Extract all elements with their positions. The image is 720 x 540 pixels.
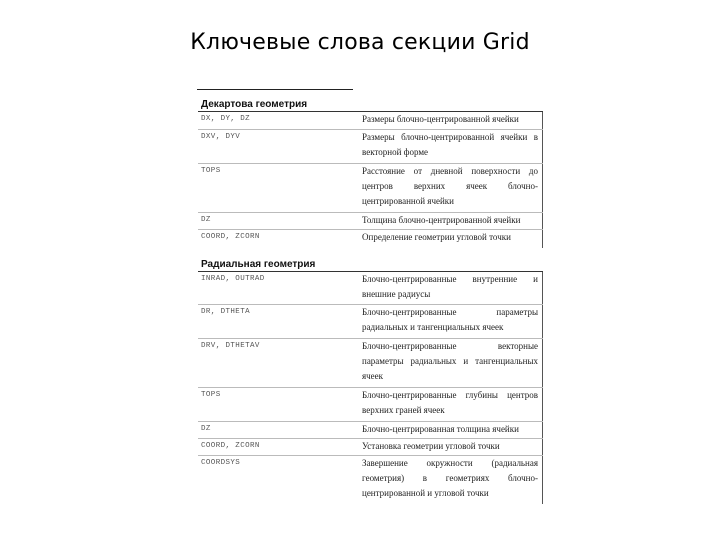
table-row xyxy=(198,112,543,130)
keyword-cell: DZ xyxy=(201,216,211,224)
description-cell: Блочно-центрированные параметры радиальных и тангенциальных ячеек xyxy=(356,305,543,338)
table-row xyxy=(198,230,543,248)
keyword-cell: DX, DY, DZ xyxy=(201,115,251,123)
description-cell: Толщина блочно-центрированной ячейки xyxy=(356,213,543,229)
keyword-cell: COORDSYS xyxy=(201,459,241,467)
table-row xyxy=(198,339,543,388)
keyword-cell: COORD, ZCORN xyxy=(201,233,260,241)
keyword-cell: TOPS xyxy=(201,391,221,399)
description-cell: Блочно-центрированные внутренние и внешние радиусы xyxy=(356,272,543,304)
table-row xyxy=(198,388,543,422)
description-cell: Блочно-центрированные векторные параметры радиальных и тангенциальных ячеек xyxy=(356,339,543,387)
keyword-cell: COORD, ZCORN xyxy=(201,442,260,450)
table-row xyxy=(198,130,543,164)
keyword-cell: TOPS xyxy=(201,167,221,175)
keyword-cell: DZ xyxy=(201,425,211,433)
description-cell: Размеры блочно-центрированной ячейки xyxy=(356,112,543,129)
cartesian-section xyxy=(198,98,543,248)
description-cell: Блочно-центрированная толщина ячейки xyxy=(356,422,543,438)
description-cell: Блочно-центрированные глубины центров верхних граней ячеек xyxy=(356,388,543,421)
keyword-cell: DXV, DYV xyxy=(201,133,241,141)
section-title: Радиальная геометрия xyxy=(198,258,543,272)
top-rule xyxy=(197,89,353,90)
table-row xyxy=(198,305,543,339)
table-row xyxy=(198,456,543,504)
radial-section xyxy=(198,258,543,504)
table-row xyxy=(198,422,543,439)
keyword-cell: DRV, DTHETAV xyxy=(201,342,260,350)
table-row xyxy=(198,439,543,456)
section-title: Декартова геометрия xyxy=(198,98,543,112)
keyword-cell: DR, DTHETA xyxy=(201,308,251,316)
keyword-cell: INRAD, OUTRAD xyxy=(201,275,265,283)
description-cell: Завершение окружности (радиальная геометрия) в геометриях блочно-центрированной и угловой точки xyxy=(356,456,543,504)
table-row xyxy=(198,213,543,230)
table-row xyxy=(198,164,543,213)
description-cell: Размеры блочно-центрированной ячейки в векторной форме xyxy=(356,130,543,163)
table-row xyxy=(198,272,543,305)
description-cell: Определение геометрии угловой точки xyxy=(356,230,543,248)
description-cell: Установка геометрии угловой точки xyxy=(356,439,543,455)
description-cell: Расстояние от дневной поверхности до центров верхних ячеек блочно-центрированной ячейки xyxy=(356,164,543,212)
slide-title: Ключевые слова секции Grid xyxy=(190,30,530,55)
